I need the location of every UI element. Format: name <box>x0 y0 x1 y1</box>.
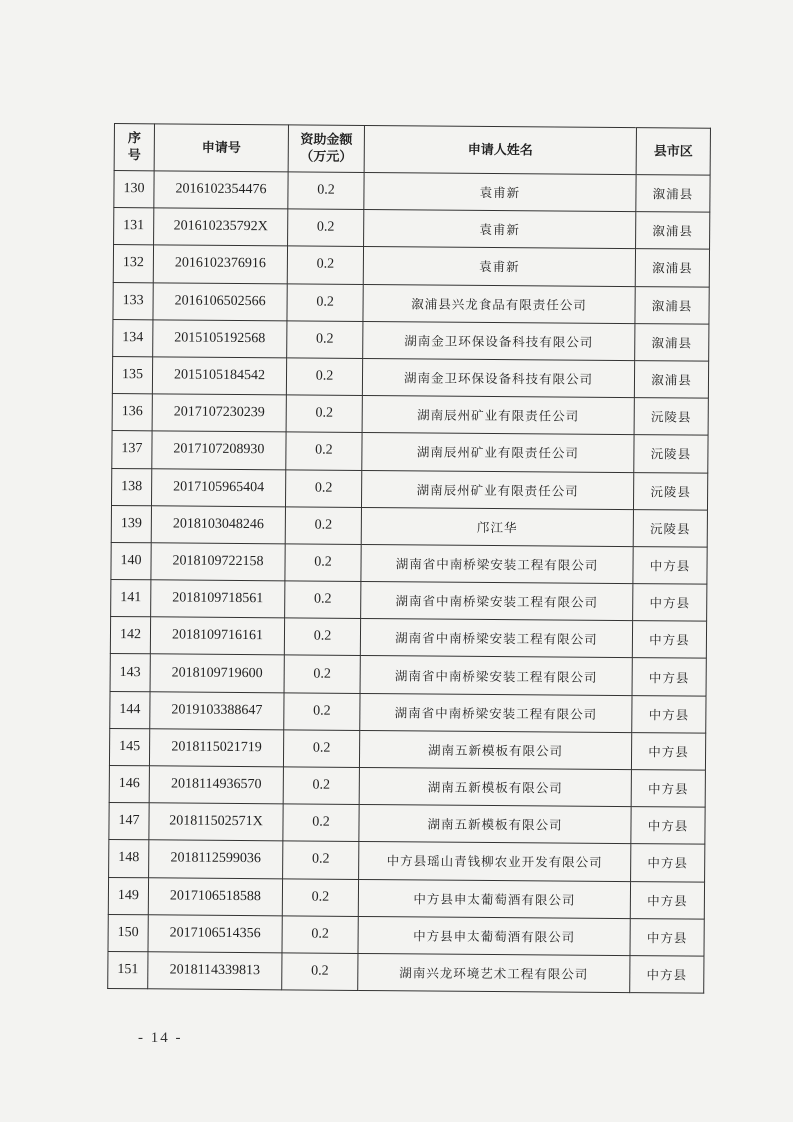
application-number-cell: 2018109719600 <box>150 654 284 692</box>
applicant-name-cell: 中方县瑶山青钱柳农业开发有限公司 <box>359 842 631 881</box>
seq-cell: 135 <box>112 356 152 394</box>
county-cell: 溆浦县 <box>636 175 710 213</box>
county-cell: 中方县 <box>632 695 706 733</box>
table-row <box>113 319 709 361</box>
seq-cell: 144 <box>110 691 150 729</box>
applicant-name-cell: 湖南省中南桥梁安装工程有限公司 <box>361 582 633 621</box>
seq-cell: 133 <box>113 282 153 320</box>
table-row <box>112 394 708 436</box>
seq-cell: 132 <box>113 245 153 283</box>
application-number-cell: 2018109722158 <box>151 543 285 581</box>
county-cell: 中方县 <box>633 584 707 622</box>
table-row <box>108 951 704 993</box>
header-application-number: 申请号 <box>154 124 288 172</box>
amount-cell: 0.2 <box>283 767 359 805</box>
amount-cell: 0.2 <box>287 283 363 321</box>
county-cell: 溆浦县 <box>635 249 709 287</box>
table-row <box>110 654 706 696</box>
table-row <box>110 691 706 733</box>
seq-cell: 130 <box>114 171 154 209</box>
applicant-name-cell: 湖南五新模板有限公司 <box>359 730 631 769</box>
county-cell: 溆浦县 <box>635 323 709 361</box>
applicant-name-cell: 邝江华 <box>361 507 633 546</box>
seq-cell: 139 <box>111 505 151 543</box>
county-cell: 中方县 <box>630 956 704 994</box>
application-number-cell: 2018112599036 <box>149 840 283 878</box>
application-number-cell: 2018114339813 <box>148 952 282 990</box>
seq-cell: 138 <box>111 468 151 506</box>
application-number-cell: 2018115021719 <box>149 729 283 767</box>
application-number-cell: 2018109716161 <box>150 617 284 655</box>
application-number-cell: 2015105192568 <box>153 320 287 358</box>
amount-cell: 0.2 <box>284 618 360 656</box>
application-number-cell: 2015105184542 <box>152 357 286 395</box>
application-number-cell: 2017107208930 <box>152 431 286 469</box>
application-number-cell: 201610235792X <box>154 208 288 246</box>
application-number-cell: 2017105965404 <box>151 468 285 506</box>
county-cell: 中方县 <box>631 770 705 808</box>
seq-cell: 136 <box>112 394 152 432</box>
seq-cell: 147 <box>109 803 149 841</box>
application-number-cell: 2016106502566 <box>153 282 287 320</box>
amount-cell: 0.2 <box>287 321 363 359</box>
table-row <box>110 617 706 659</box>
county-cell: 沅陵县 <box>634 435 708 473</box>
header-county: 县市区 <box>636 128 710 176</box>
application-number-cell: 2018114936570 <box>149 766 283 804</box>
seq-cell: 142 <box>110 617 150 655</box>
header-applicant-name: 申请人姓名 <box>364 125 636 174</box>
applicant-name-cell: 溆浦县兴龙食品有限责任公司 <box>363 284 635 323</box>
applicant-name-cell: 湖南兴龙环境艺术工程有限公司 <box>358 953 630 992</box>
seq-cell: 143 <box>110 654 150 692</box>
seq-cell: 150 <box>108 914 148 952</box>
applicant-name-cell: 湖南辰州矿业有限责任公司 <box>362 433 634 472</box>
amount-cell: 0.2 <box>285 544 361 582</box>
table-row <box>112 356 708 398</box>
table-row <box>111 468 707 510</box>
table-row <box>109 728 705 770</box>
county-cell: 沅陵县 <box>634 398 708 436</box>
seq-cell: 131 <box>114 208 154 246</box>
application-number-cell: 2017107230239 <box>152 394 286 432</box>
seq-cell: 140 <box>111 542 151 580</box>
table-row <box>111 505 707 547</box>
seq-cell: 149 <box>108 877 148 915</box>
applicant-name-cell: 袁甫新 <box>364 210 636 249</box>
funding-table <box>107 123 711 994</box>
seq-cell: 148 <box>109 840 149 878</box>
table-row <box>108 877 704 919</box>
amount-cell: 0.2 <box>285 581 361 619</box>
seq-cell: 141 <box>111 580 151 618</box>
amount-cell: 0.2 <box>285 469 361 507</box>
application-number-cell: 2019103388647 <box>150 691 284 729</box>
seq-cell: 137 <box>112 431 152 469</box>
application-number-cell: 2018109718561 <box>151 580 285 618</box>
applicant-name-cell: 湖南省中南桥梁安装工程有限公司 <box>360 693 632 732</box>
county-cell: 溆浦县 <box>635 286 709 324</box>
applicant-name-cell: 袁甫新 <box>363 247 635 286</box>
table-row <box>109 803 705 845</box>
county-cell: 中方县 <box>631 807 705 845</box>
application-number-cell: 2018103048246 <box>151 505 285 543</box>
county-cell: 中方县 <box>632 658 706 696</box>
application-number-cell: 201811502571X <box>149 803 283 841</box>
amount-cell: 0.2 <box>286 395 362 433</box>
amount-cell: 0.2 <box>282 916 358 954</box>
page-number: - 14 - <box>138 1030 183 1046</box>
header-seq: 序号 <box>114 124 154 171</box>
seq-cell: 151 <box>108 951 148 989</box>
amount-cell: 0.2 <box>288 172 364 210</box>
county-cell: 溆浦县 <box>634 361 708 399</box>
county-cell: 溆浦县 <box>636 212 710 250</box>
amount-cell: 0.2 <box>284 692 360 730</box>
table-row <box>111 542 707 584</box>
table-row <box>114 208 710 250</box>
amount-cell: 0.2 <box>286 358 362 396</box>
applicant-name-cell: 中方县申太葡萄酒有限公司 <box>358 879 630 918</box>
amount-cell: 0.2 <box>282 878 358 916</box>
county-cell: 沅陵县 <box>633 509 707 547</box>
seq-cell: 145 <box>109 728 149 766</box>
seq-cell: 146 <box>109 765 149 803</box>
amount-cell: 0.2 <box>283 730 359 768</box>
amount-cell: 0.2 <box>283 841 359 879</box>
amount-cell: 0.2 <box>288 209 364 247</box>
amount-cell: 0.2 <box>283 804 359 842</box>
table-body <box>108 171 710 994</box>
table-row <box>113 282 709 324</box>
applicant-name-cell: 湖南省中南桥梁安装工程有限公司 <box>360 656 632 695</box>
table-row <box>108 914 704 956</box>
table-header-row <box>114 124 710 176</box>
table-row <box>112 431 708 473</box>
application-number-cell: 2017106518588 <box>148 877 282 915</box>
applicant-name-cell: 湖南金卫环保设备科技有限公司 <box>362 358 634 397</box>
applicant-name-cell: 湖南省中南桥梁安装工程有限公司 <box>361 544 633 583</box>
applicant-name-cell: 湖南金卫环保设备科技有限公司 <box>363 321 635 360</box>
table-row <box>109 840 705 882</box>
applicant-name-cell: 湖南辰州矿业有限责任公司 <box>362 396 634 435</box>
county-cell: 中方县 <box>630 918 704 956</box>
applicant-name-cell: 湖南五新模板有限公司 <box>359 767 631 806</box>
header-amount: 资助金额（万元） <box>288 125 364 173</box>
amount-cell: 0.2 <box>286 432 362 470</box>
county-cell: 沅陵县 <box>633 472 707 510</box>
table-row <box>109 765 705 807</box>
applicant-name-cell: 袁甫新 <box>364 172 636 211</box>
applicant-name-cell: 湖南五新模板有限公司 <box>359 805 631 844</box>
amount-cell: 0.2 <box>287 246 363 284</box>
county-cell: 中方县 <box>632 621 706 659</box>
amount-cell: 0.2 <box>284 655 360 693</box>
amount-cell: 0.2 <box>282 953 358 991</box>
county-cell: 中方县 <box>631 732 705 770</box>
table-row <box>111 580 707 622</box>
applicant-name-cell: 湖南省中南桥梁安装工程有限公司 <box>360 619 632 658</box>
county-cell: 中方县 <box>631 844 705 882</box>
application-number-cell: 2016102376916 <box>153 245 287 283</box>
table-row <box>113 245 709 287</box>
applicant-name-cell: 湖南辰州矿业有限责任公司 <box>361 470 633 509</box>
amount-cell: 0.2 <box>285 507 361 545</box>
applicant-name-cell: 中方县申太葡萄酒有限公司 <box>358 916 630 955</box>
county-cell: 中方县 <box>633 546 707 584</box>
county-cell: 中方县 <box>630 881 704 919</box>
application-number-cell: 2016102354476 <box>154 171 288 209</box>
seq-cell: 134 <box>113 319 153 357</box>
application-number-cell: 2017106514356 <box>148 915 282 953</box>
table-row <box>114 171 710 213</box>
